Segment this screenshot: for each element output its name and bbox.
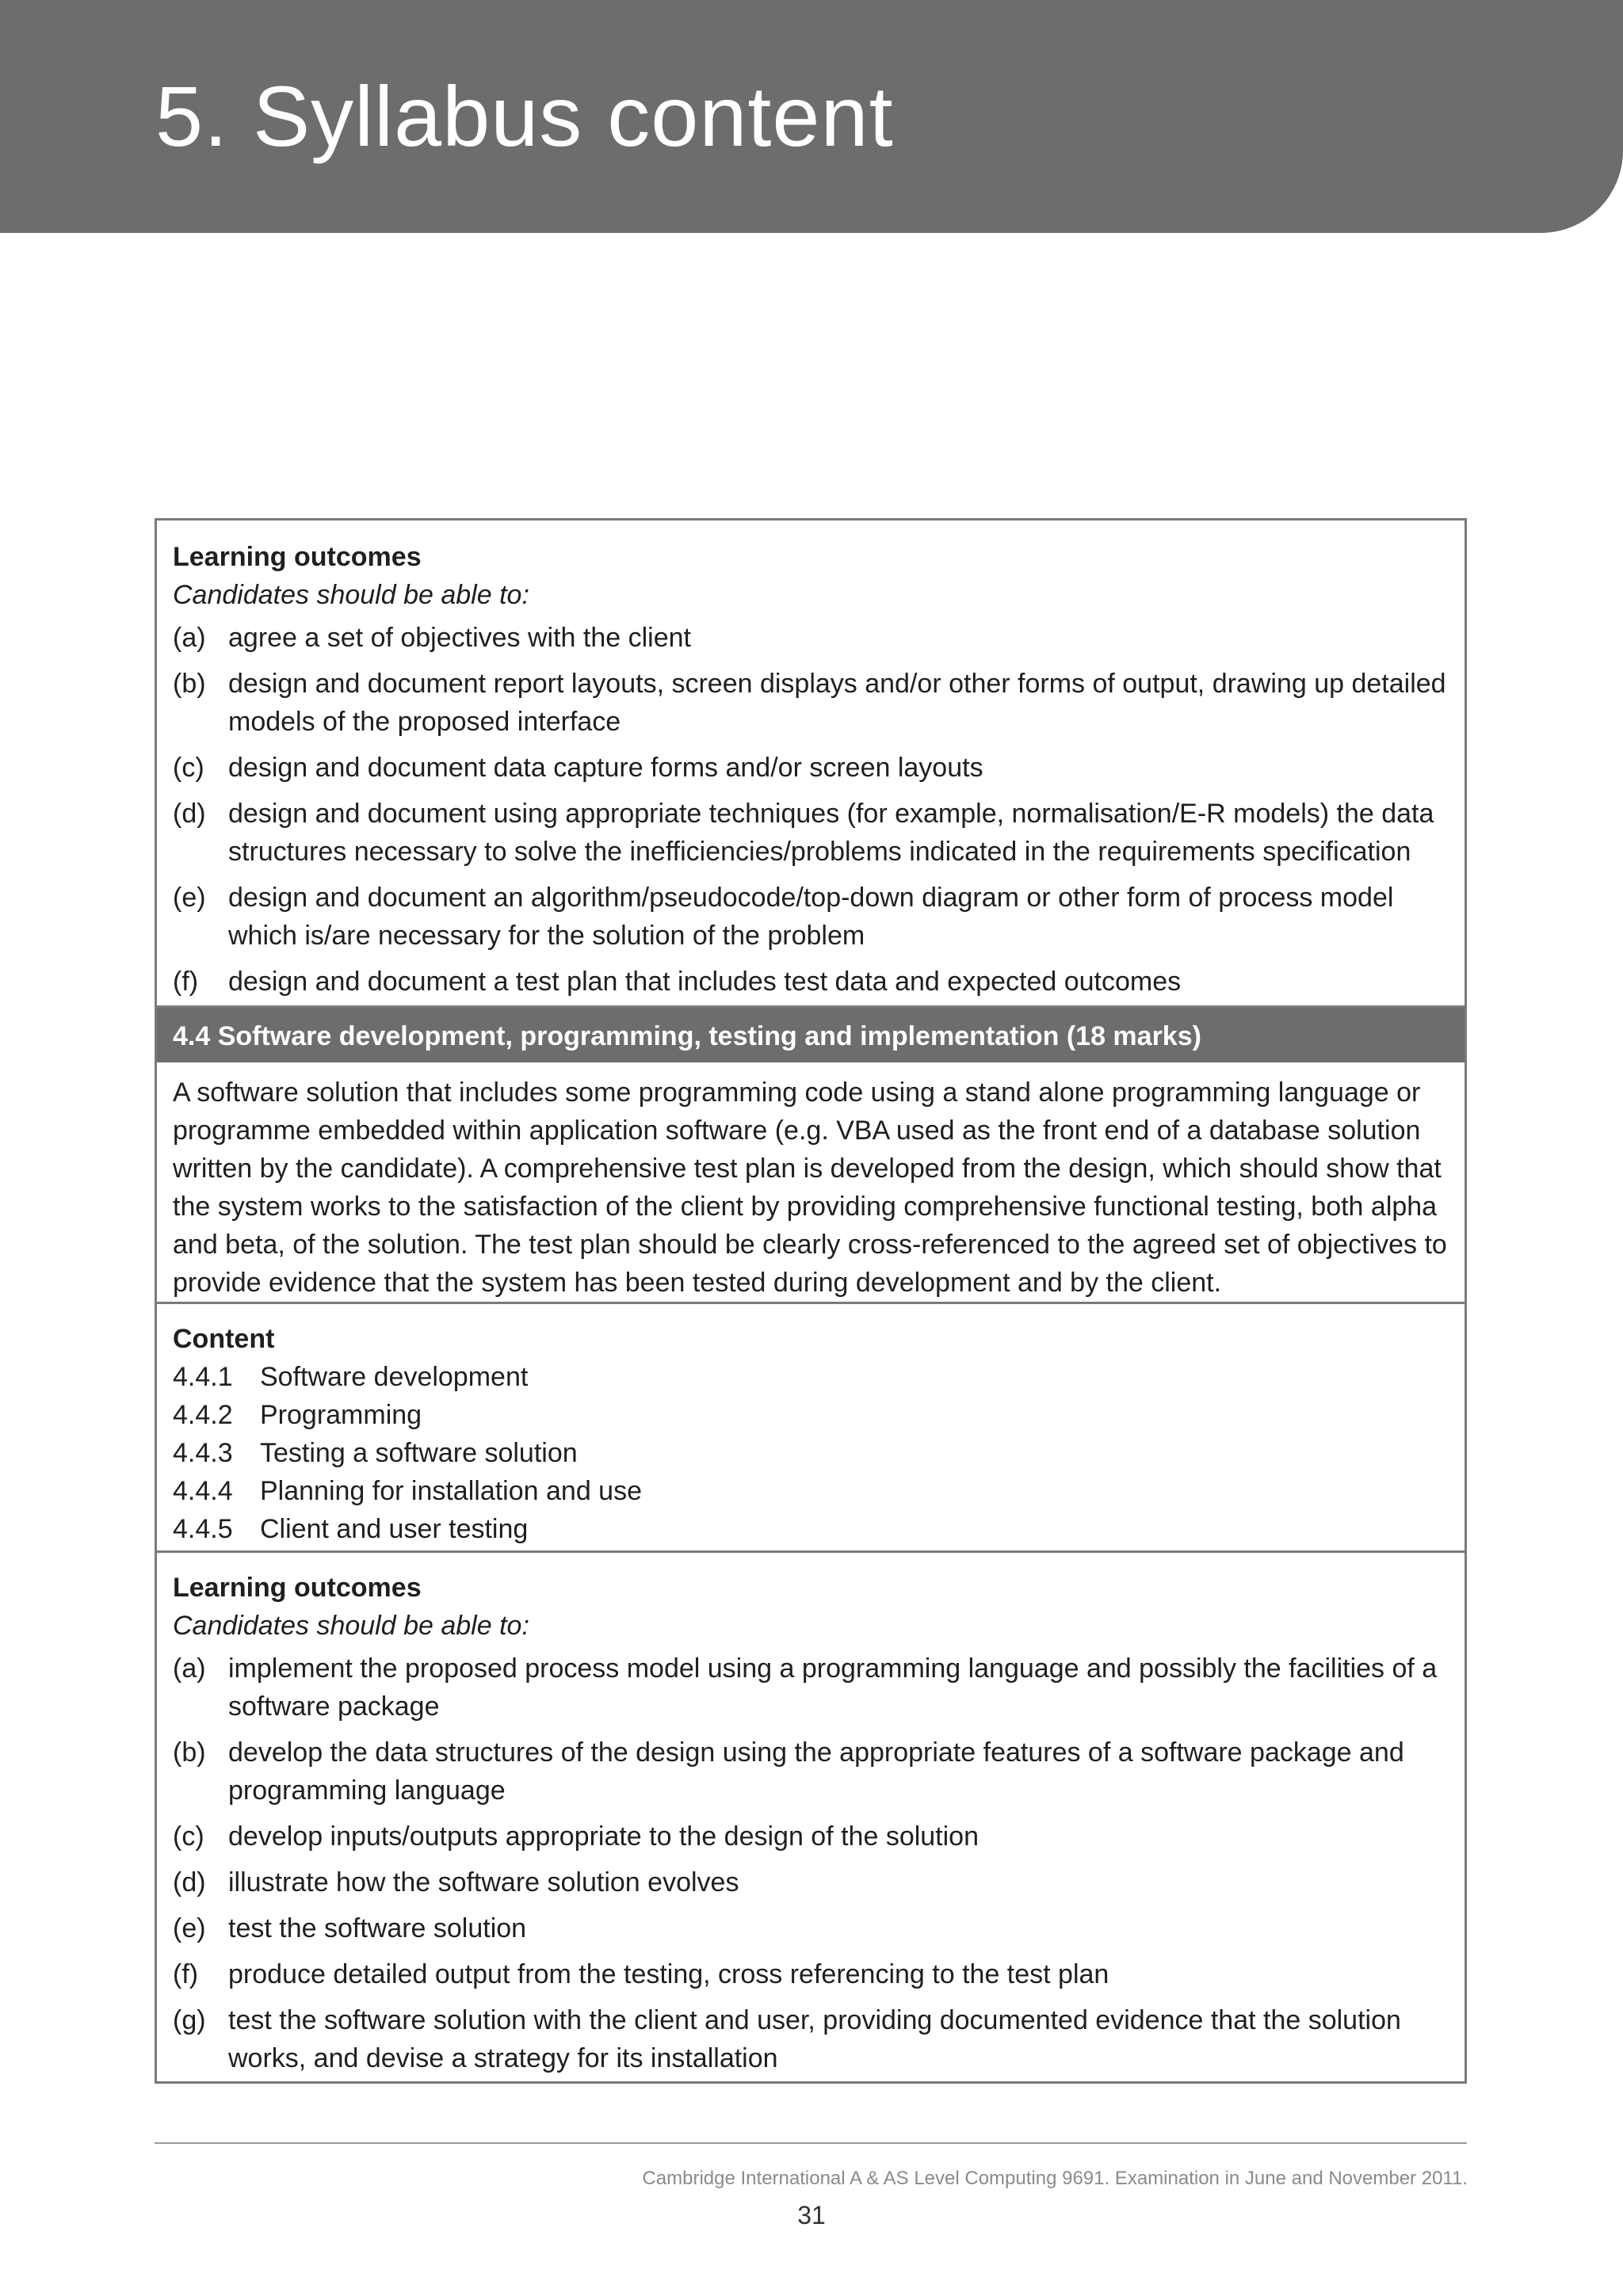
content-item [173,1434,1449,1472]
item-letter: (e) [173,1913,206,1943]
item-letter: (d) [173,799,206,829]
list-item [173,749,1449,787]
item-letter: (g) [173,2005,206,2035]
content-text: Client and user testing [260,1514,529,1544]
item-letter: (b) [173,669,206,699]
item-text: design and document a test plan that includes test data and expected outcomes [228,967,1182,997]
list-item [173,1955,1449,1993]
item-text: illustrate how the software solution evolves [228,1867,739,1897]
content-number: 4.4.2 [173,1400,233,1430]
item-text: design and document an algorithm/pseudocode/top-down diagram or other form of process model which is/are necessary for the solution of the problem [228,883,1394,951]
content-item [173,1472,1449,1510]
section-intro: Candidates should be able to: [173,580,529,610]
item-text: agree a set of objectives with the client [228,623,691,653]
learning-outcomes-section [157,1550,1465,2081]
learning-outcomes-section [157,521,1465,1005]
content-number: 4.4.1 [173,1362,233,1392]
list-item [173,1909,1449,1947]
content-section [157,1302,1465,1550]
list-item [173,963,1449,1001]
page-number: 31 [797,2201,826,2229]
item-letter: (b) [173,1737,206,1768]
content-number: 4.4.4 [173,1476,233,1506]
content-item [173,1510,1449,1548]
content-text: Programming [260,1400,422,1430]
item-text: design and document data capture forms and/or screen layouts [228,753,983,783]
item-text: produce detailed output from the testing, cross referencing to the test plan [228,1959,1109,1989]
item-letter: (f) [173,1959,199,1989]
footer-divider [155,2142,1467,2144]
item-text: develop inputs/outputs appropriate to the design of the solution [228,1821,980,1852]
page-title: 5. Syllabus content [155,68,894,164]
description-paragraph: A software solution that includes some programming code using a stand alone programming language or programme embedded within application software (e.g. VBA used as the front end of a database solution written by the candidate). A comprehensive test plan is developed from the design, which should show that the system works to the satisfaction of the client by providing comprehensive functional testing, both alpha and beta, of the solution. The test plan should be clearly cross-referenced to the agreed set of objectives to provide evidence that the system has been tested during development and by the client. [173,1077,1447,1298]
content-number: 4.4.3 [173,1438,233,1468]
item-text: develop the data structures of the design using the appropriate features of a software package and programming language [228,1737,1404,1806]
content-text: Planning for installation and use [260,1476,642,1506]
content-number: 4.4.5 [173,1514,233,1544]
list-item [173,795,1449,871]
outcome-list [173,1650,1449,2077]
syllabus-table [155,518,1467,2084]
list-item [173,1863,1449,1901]
outcome-list [173,619,1449,1001]
list-item [173,879,1449,955]
item-letter: (e) [173,883,206,913]
item-letter: (a) [173,1653,206,1684]
section-heading: Learning outcomes [173,1573,422,1603]
section-title-bar: 4.4 Software development, programming, testing and implementation (18 marks) [157,1005,1465,1062]
content-text: Testing a software solution [260,1438,578,1468]
item-text: test the software solution with the client and user, providing documented evidence that the solution works, and devise a strategy for its installation [228,2005,1401,2073]
item-letter: (f) [173,967,199,997]
content-text: Software development [260,1362,529,1392]
item-letter: (a) [173,623,206,653]
section-heading: Learning outcomes [173,542,422,572]
list-item [173,619,1449,657]
list-item [173,1650,1449,1726]
item-text: implement the proposed process model using a programming language and possibly the facilities of a software package [228,1653,1438,1722]
list-item [173,2001,1449,2077]
item-text: test the software solution [228,1913,527,1943]
section-description [157,1062,1465,1302]
list-item [173,665,1449,741]
item-text: design and document using appropriate techniques (for example, normalisation/E-R models) the data structures necessary to solve the inefficiencies/problems indicated in the requirements specification [228,799,1434,867]
item-letter: (c) [173,753,204,783]
content-item [173,1358,1449,1396]
item-text: design and document report layouts, screen displays and/or other forms of output, drawing up detailed models of the proposed interface [228,669,1446,737]
list-item [173,1817,1449,1855]
item-letter: (d) [173,1867,206,1897]
item-letter: (c) [173,1821,204,1852]
section-intro: Candidates should be able to: [173,1611,529,1641]
content-heading: Content [173,1324,275,1354]
content-item [173,1396,1449,1434]
list-item [173,1733,1449,1810]
footer-text: Cambridge International A & AS Level Computing 9691. Examination in June and November 2011. [642,2168,1468,2189]
